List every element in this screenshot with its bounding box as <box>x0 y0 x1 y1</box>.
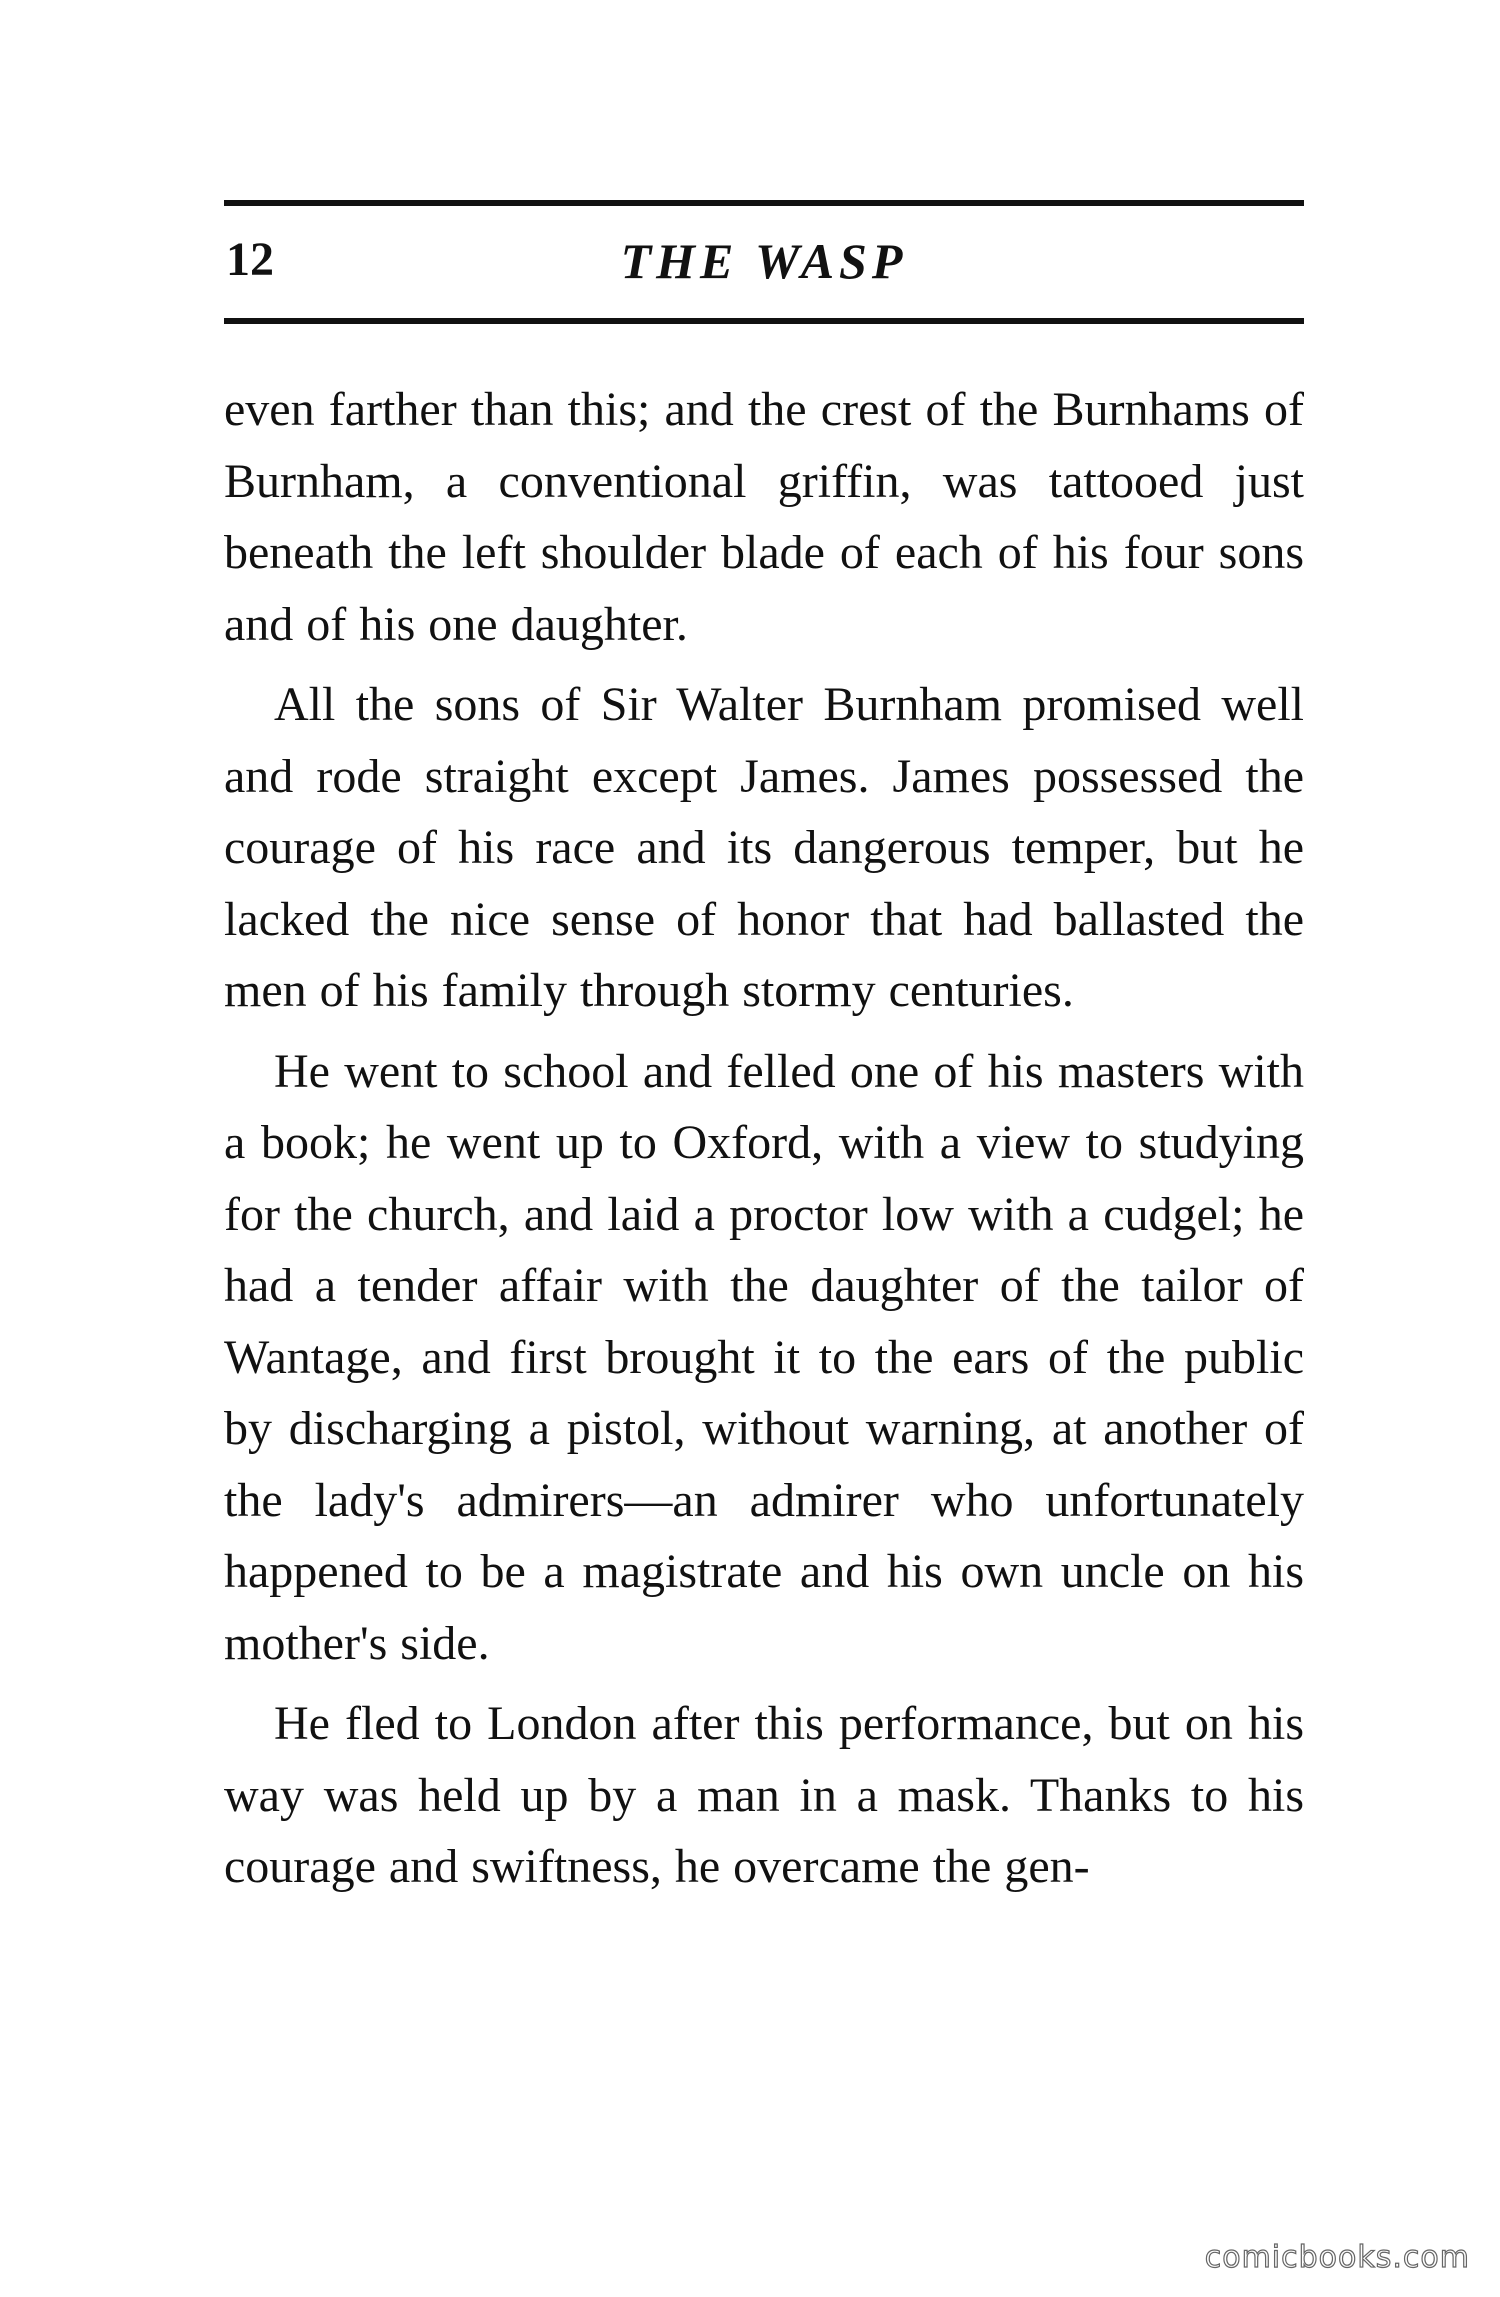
header-bottom-rule <box>224 318 1304 324</box>
paragraph: even farther than this; and the crest of the Burnhams of Burnham, a conventional griffin, was tattooed just beneath the left shoulder blade of each of his four sons and of his one daughter. <box>224 383 1304 651</box>
running-title: THE WASP <box>620 233 908 289</box>
paragraph: All the sons of Sir Walter Burnham promised well and rode straight except James. James possessed the courage of his race and its dangerous temper, but he lacked the nice sense of honor that had ballasted the men of his family through stormy centuries. <box>224 678 1304 1017</box>
paragraph: He fled to London after this performance, but on his way was held up by a man in a mask. Thanks to his courage and swiftness, he overcame the gen- <box>224 1697 1304 1893</box>
watermark: comicbooks.com <box>1204 2240 1470 2275</box>
header-top-rule <box>224 200 1304 206</box>
body-text <box>224 374 1304 1912</box>
running-header <box>224 226 1304 306</box>
page-number: 12 <box>226 233 274 286</box>
paragraph: He went to school and felled one of his masters with a book; he went up to Oxford, with a view to studying for the church, and laid a proctor low with a cudgel; he had a tender affair with the daughter of the tailor of Wantage, and first brought it to the ears of the public by discharging a pistol, without warning, at another of the lady's admirers—an admirer who unfortunately happened to be a magistrate and his own uncle on his mother's side. <box>224 1044 1304 1670</box>
